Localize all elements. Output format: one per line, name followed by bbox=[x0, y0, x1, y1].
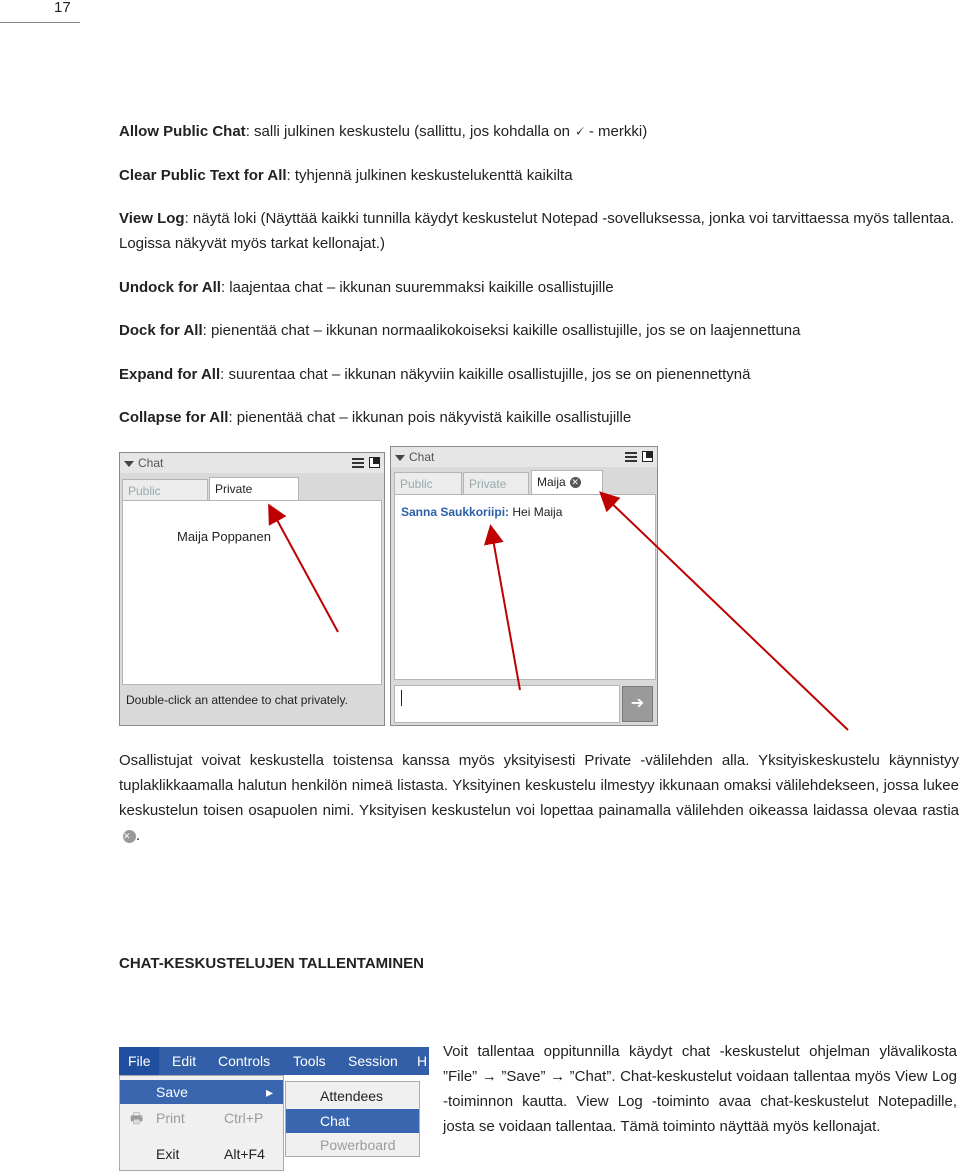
tab-public[interactable]: Public bbox=[394, 472, 462, 494]
step-save: ”Save” bbox=[501, 1068, 546, 1085]
definition-text: : suurentaa chat – ikkunan näkyviin kaikille osallistujille, jos se on pienennettynä bbox=[220, 366, 751, 383]
message-sender: Sanna Saukkoriipi: bbox=[401, 505, 510, 519]
step-chat: ”Chat” bbox=[569, 1068, 612, 1085]
definition-text: : näytä loki (Näyttää kaikki tunnilla käydyt keskustelut Notepad -sovelluksessa, jonka voi tarvittaessa myös tallentaa. Logissa näkyvät myös tarkat kellonajat.) bbox=[119, 210, 955, 252]
file-print-shortcut: Ctrl+P bbox=[224, 1110, 264, 1126]
message-text: Hei Maija bbox=[509, 505, 563, 519]
save-chat[interactable]: Chat bbox=[286, 1109, 419, 1133]
save-rest: . Chat-keskustelut voidaan tallentaa myös View Log -toiminnon kautta. View Log -toiminto avaa chat-keskustelut Notepadille, josta se voidaan tallentaa. Tämä toiminto näyttää myös kellonajat. bbox=[443, 1068, 958, 1135]
attendee-item[interactable]: Maija Poppanen bbox=[177, 529, 271, 544]
save-chat-paragraph bbox=[443, 1039, 957, 1139]
checkmark-icon: 🗸 bbox=[574, 123, 585, 140]
menu-edit[interactable]: Edit bbox=[172, 1053, 197, 1069]
term: Clear Public Text for All bbox=[119, 167, 287, 184]
save-attendees[interactable]: Attendees bbox=[320, 1088, 384, 1104]
save-powerboard[interactable]: Powerboard bbox=[320, 1137, 396, 1153]
arrow-icon: → bbox=[481, 1068, 497, 1085]
tab-private[interactable]: Private bbox=[463, 472, 529, 494]
step-file: ”File” bbox=[443, 1068, 478, 1085]
tab-private[interactable]: Private bbox=[209, 477, 299, 501]
file-save[interactable] bbox=[120, 1080, 283, 1104]
term: Expand for All bbox=[119, 366, 221, 383]
arrow-icon: → bbox=[550, 1068, 566, 1085]
section-heading: CHAT-KESKUSTELUJEN TALLENTAMINEN bbox=[119, 955, 424, 972]
paragraph-text: Osallistujat voivat keskustella toistensa kanssa myös yksityisesti Private -välilehden alla. Yksityiskeskustelu käynnistyy tuplaklikkaamalla halutun henkilön nimeä listasta. Yksityinen keskustelu ilmestyy ikkunaan omaksi välilehdekseen, jossa lukee keskustelun toisen osapuolen nimi. Yksityisen keskustelun voi lopettaa painamalla välilehden oikeassa laidassa olevaa rastia bbox=[119, 752, 959, 819]
chat-title: Chat bbox=[409, 450, 435, 464]
term: Undock for All bbox=[119, 279, 221, 296]
menu-session[interactable]: Session bbox=[348, 1053, 398, 1069]
arrow-to-close-tab bbox=[602, 494, 848, 730]
paragraph-end: . bbox=[136, 827, 141, 844]
close-x-icon: ✕ bbox=[123, 830, 136, 843]
menu-bar bbox=[119, 1047, 429, 1075]
menu-controls[interactable]: Controls bbox=[218, 1053, 271, 1069]
chat-title: Chat bbox=[138, 456, 164, 470]
file-print-label: Print bbox=[156, 1110, 185, 1126]
term: Allow Public Chat bbox=[119, 123, 246, 140]
term: View Log bbox=[119, 210, 185, 227]
file-save-label: Save bbox=[156, 1084, 188, 1100]
save-submenu bbox=[285, 1081, 420, 1157]
save-intro: Voit tallentaa oppitunnilla käydyt chat -keskustelut ohjelman ylävalikosta bbox=[443, 1043, 957, 1060]
tab-label: Maija bbox=[537, 475, 566, 489]
private-chat-paragraph bbox=[119, 748, 959, 848]
definition-tail: - merkki) bbox=[584, 123, 648, 140]
arrow-to-message bbox=[491, 528, 520, 690]
arrow-to-private-tab bbox=[270, 507, 338, 632]
term: Dock for All bbox=[119, 322, 203, 339]
printer-icon: 🖶 bbox=[130, 1110, 144, 1126]
menu-file[interactable]: File bbox=[119, 1047, 159, 1075]
definition-text: : salli julkinen keskustelu (sallittu, jos kohdalla on bbox=[245, 123, 575, 140]
definition-text: : pienentää chat – ikkunan pois näkyvistä kaikille osallistujille bbox=[228, 409, 632, 426]
file-exit[interactable] bbox=[120, 1142, 283, 1166]
term: Collapse for All bbox=[119, 409, 229, 426]
definition-text: : pienentää chat – ikkunan normaalikokoiseksi kaikille osallistujille, jos se on laajennettuna bbox=[202, 322, 801, 339]
file-menu bbox=[119, 1075, 284, 1171]
page-number: 17 bbox=[54, 0, 71, 16]
close-tab-icon[interactable]: ✕ bbox=[571, 477, 579, 488]
definition-text: : tyhjennä julkinen keskustelukenttä kaikilta bbox=[286, 167, 573, 184]
tab-public[interactable]: Public bbox=[122, 479, 208, 501]
file-print[interactable] bbox=[120, 1106, 283, 1130]
menu-tools[interactable]: Tools bbox=[293, 1053, 326, 1069]
menu-help[interactable]: H bbox=[417, 1053, 428, 1069]
file-exit-shortcut: Alt+F4 bbox=[224, 1146, 265, 1162]
status-hint: Double-click an attendee to chat privately. bbox=[126, 693, 348, 707]
submenu-arrow-icon: ▸ bbox=[266, 1084, 274, 1100]
file-exit-label: Exit bbox=[156, 1146, 180, 1162]
arrow-right-icon: ➔ bbox=[630, 695, 645, 712]
definition-text: : laajentaa chat – ikkunan suuremmaksi kaikille osallistujille bbox=[220, 279, 614, 296]
